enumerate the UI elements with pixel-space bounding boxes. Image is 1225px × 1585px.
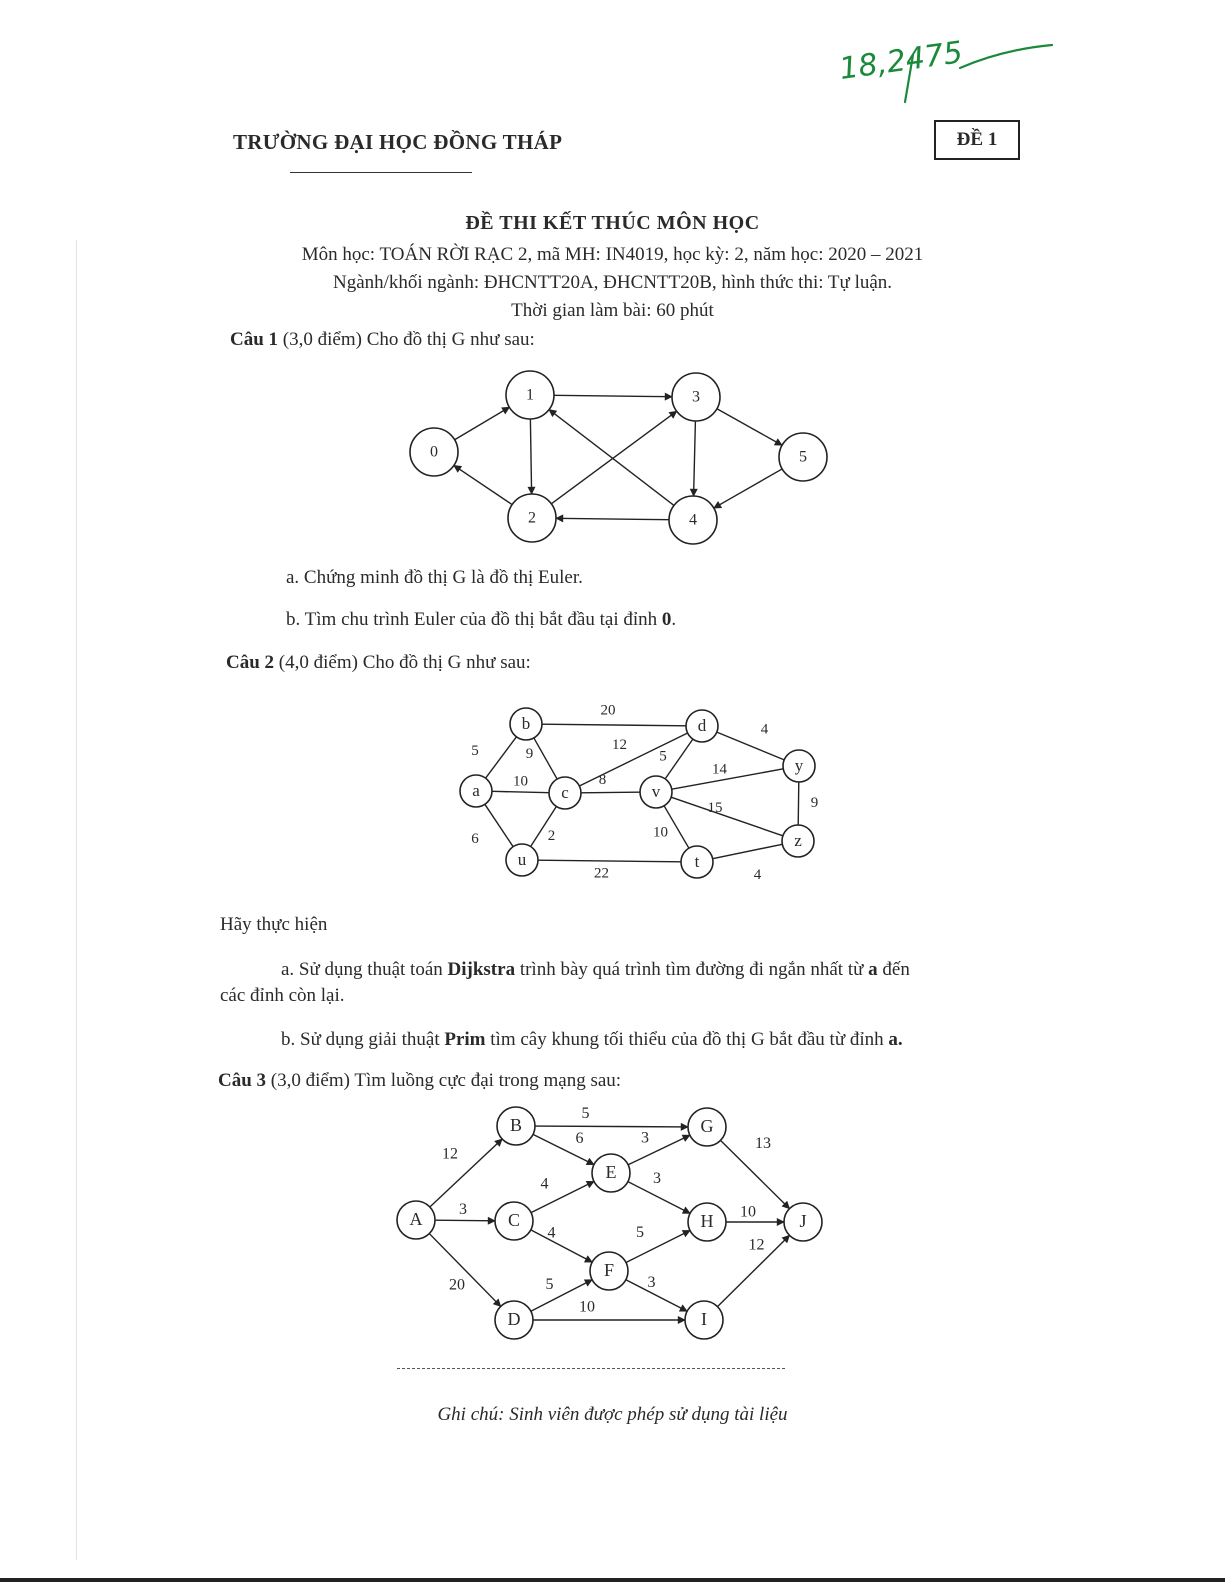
q3-node-label-H: H — [700, 1211, 714, 1232]
q1-node-label-2: 2 — [528, 509, 536, 527]
q3-weight-A-B: 12 — [442, 1145, 458, 1163]
school-name: TRƯỜNG ĐẠI HỌC ĐỒNG THÁP — [233, 130, 563, 154]
q2-node-label-a: a — [472, 780, 480, 800]
question-1-label: Câu 1 — [230, 329, 279, 350]
q2-weight-c-v: 8 — [598, 771, 607, 788]
exam-major-line: Ngành/khối ngành: ĐHCNTT20A, ĐHCNTT20B, hình thức thi: Tự luận. — [332, 272, 893, 293]
question-2-intro: Hãy thực hiện — [220, 914, 328, 935]
q2-weight-u-t: 22 — [594, 865, 609, 882]
q1-node-label-5: 5 — [799, 448, 807, 466]
q2-weight-c-u: 2 — [547, 827, 556, 844]
q3-edge-E-G — [628, 1135, 690, 1165]
question-1-part-a: a. Chứng minh đồ thị G là đồ thị Euler. — [286, 567, 583, 588]
q3-edge-A-C — [435, 1220, 495, 1221]
q2-weight-b-c: 9 — [525, 745, 534, 762]
q2-node-label-t: t — [694, 851, 700, 871]
q2-weight-y-z: 9 — [810, 794, 819, 811]
q3-weight-B-E: 6 — [575, 1130, 584, 1148]
q3-weight-D-F: 5 — [545, 1276, 554, 1294]
q2-weight-a-c: 10 — [513, 773, 528, 790]
question-2-source-vertex: a — [868, 959, 878, 980]
q2-node-label-c: c — [561, 782, 569, 802]
question-2-text: (4,0 điểm) Cho đồ thị G như sau: — [274, 652, 531, 673]
q3-edge-B-G — [535, 1126, 688, 1127]
q3-node-label-E: E — [605, 1162, 617, 1183]
q3-weight-A-C: 3 — [459, 1201, 467, 1219]
q3-node-label-D: D — [507, 1309, 521, 1330]
q3-weight-I-J: 12 — [748, 1236, 765, 1254]
q3-weight-C-E: 4 — [540, 1175, 549, 1193]
q2-weight-c-d: 12 — [612, 736, 627, 753]
q1-node-label-1: 1 — [526, 386, 534, 404]
q3-edge-F-I — [626, 1280, 687, 1312]
question-2-part-b-text: b. Sử dụng giải thuật — [281, 1029, 445, 1050]
q3-edge-C-F — [531, 1230, 592, 1262]
q2-weight-d-v: 5 — [659, 748, 667, 765]
q2-weight-b-d: 20 — [600, 702, 616, 719]
q2-weight-d-y: 4 — [760, 721, 769, 738]
q1-node-label-0: 0 — [430, 443, 438, 461]
q3-weight-D-I: 10 — [579, 1298, 595, 1316]
q3-edge-A-D — [429, 1234, 500, 1307]
question-2-part-a-mid: trình bày quá trình tìm đường đi ngắn nhất từ — [515, 959, 869, 980]
q1-node-label-4: 4 — [689, 511, 697, 529]
q3-weight-F-I: 3 — [647, 1274, 656, 1292]
q2-node-label-z: z — [794, 830, 802, 850]
q2-weight-v-y: 14 — [712, 761, 727, 778]
q3-node-label-F: F — [603, 1260, 615, 1281]
question-2-part-a-line2: các đỉnh còn lại. — [220, 985, 345, 1006]
footer-note: Ghi chú: Sinh viên được phép sử dụng tài liệu — [437, 1404, 788, 1425]
q2-weight-v-z: 15 — [707, 799, 723, 816]
exam-title: ĐỀ THI KẾT THÚC MÔN HỌC — [465, 212, 760, 234]
question-3-label: Câu 3 — [218, 1070, 267, 1091]
q2-node-label-u: u — [517, 849, 527, 869]
q2-weight-a-u: 6 — [471, 830, 479, 847]
q3-edge-A-B — [430, 1139, 502, 1207]
q2-weight-a-b: 5 — [471, 742, 479, 759]
q2-node-label-b: b — [521, 713, 531, 733]
exam-duration-line: Thời gian làm bài: 60 phút — [511, 300, 714, 321]
q2-node-label-d: d — [697, 715, 707, 735]
q3-node-label-J: J — [799, 1211, 807, 1232]
q3-weight-G-J: 13 — [755, 1135, 771, 1153]
q3-weight-E-H: 3 — [653, 1170, 661, 1188]
question-2-algorithm-dijkstra: Dijkstra — [447, 959, 516, 980]
exam-subject-line: Môn học: TOÁN RỜI RẠC 2, mã MH: IN4019, học kỳ: 2, năm học: 2020 – 2021 — [301, 244, 924, 265]
question-1-text: (3,0 điểm) Cho đồ thị G như sau: — [278, 329, 535, 350]
question-2-part-b-mid: tìm cây khung tối thiểu của đồ thị G bắt đầu từ đỉnh — [485, 1029, 889, 1050]
scan-bottom-border — [0, 1578, 1225, 1582]
q3-edge-B-E — [533, 1134, 594, 1164]
exam-code: ĐỀ 1 — [956, 129, 998, 150]
q3-weight-B-G: 5 — [581, 1105, 590, 1123]
question-1-part-b-end: . — [671, 609, 677, 630]
q2-weight-t-z: 4 — [753, 866, 762, 883]
question-2-label: Câu 2 — [226, 652, 275, 673]
q3-node-label-A: A — [409, 1209, 423, 1230]
question-2-start-vertex: a. — [888, 1029, 903, 1050]
question-1-part-b-text: b. Tìm chu trình Euler của đồ thị bắt đầu tại đỉnh — [286, 609, 662, 630]
q3-weight-A-D: 20 — [449, 1276, 465, 1294]
q2-weight-v-t: 10 — [653, 824, 668, 841]
handwritten-grade-text: 18,2475 — [837, 35, 965, 88]
question-1-start-vertex: 0 — [661, 609, 672, 630]
q3-node-label-C: C — [507, 1210, 521, 1231]
q2-node-label-v: v — [651, 781, 661, 801]
q3-weight-H-J: 10 — [740, 1203, 756, 1221]
question-2-part-a-text: a. Sử dụng thuật toán — [281, 959, 448, 980]
q3-weight-C-F: 4 — [547, 1224, 556, 1242]
question-3-text: (3,0 điểm) Tìm luồng cực đại trong mạng sau: — [266, 1070, 622, 1091]
question-2-algorithm-prim: Prim — [444, 1029, 486, 1050]
q3-node-label-I: I — [701, 1309, 707, 1330]
q3-weight-E-G: 3 — [641, 1129, 649, 1147]
question-2-part-a-end: đến — [877, 959, 910, 980]
footer-divider — [397, 1368, 785, 1369]
q3-node-label-G: G — [700, 1116, 714, 1137]
q3-node-label-B: B — [509, 1115, 523, 1136]
q2-node-label-y: y — [794, 755, 804, 775]
q3-weight-F-H: 5 — [636, 1224, 644, 1242]
q1-node-label-3: 3 — [692, 388, 700, 406]
